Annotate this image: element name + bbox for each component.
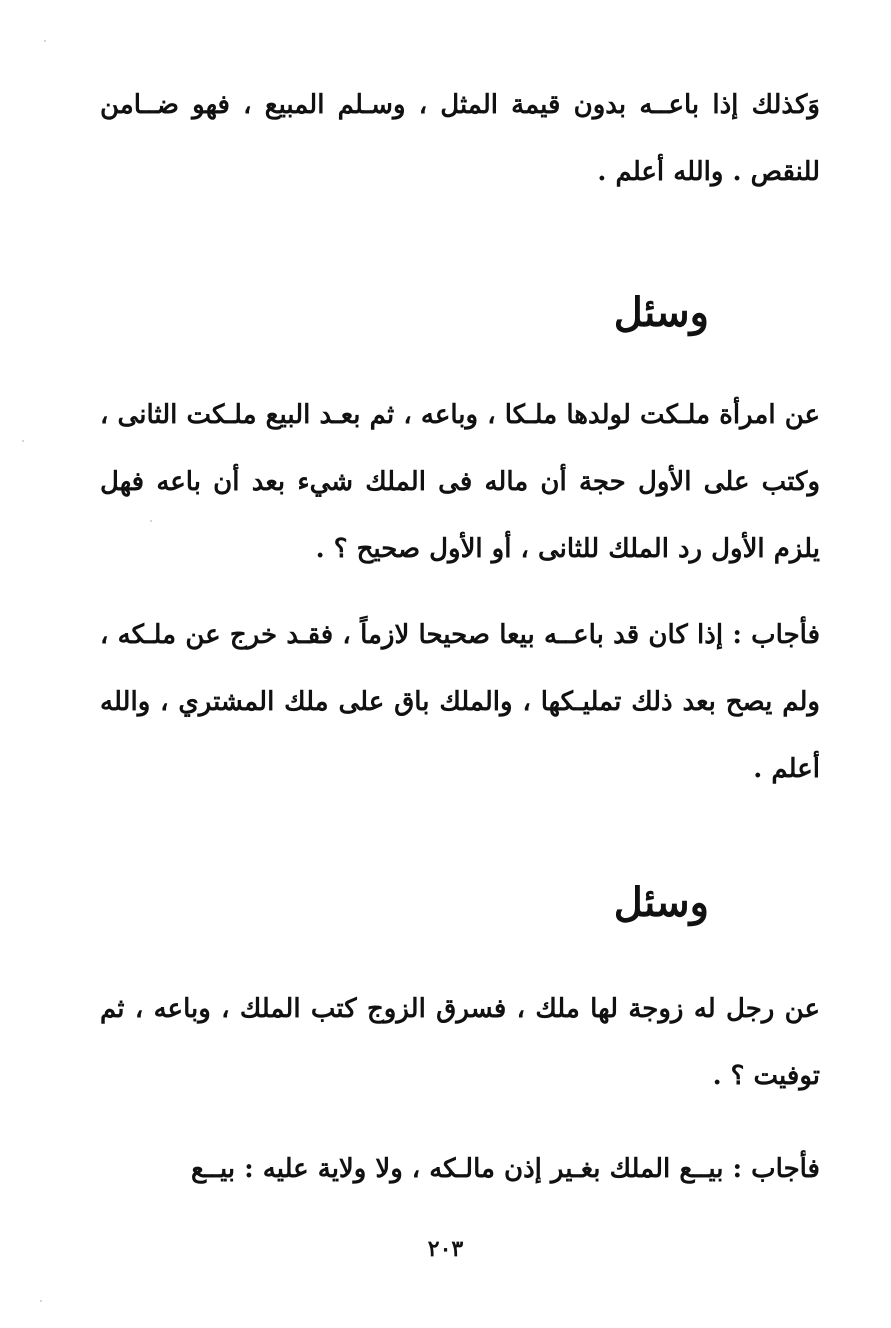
scan-speck (150, 520, 152, 522)
section-heading: وسئل (613, 289, 709, 336)
paragraph-continuation: وَكذلك إذا باعــه بدون قيمة المثل ، وسـلم المبيع ، فهو ضــامن للنقص . والله أعلم . (100, 90, 820, 187)
scan-speck (44, 40, 46, 42)
scan-speck (40, 1300, 42, 1302)
question-paragraph: عن امرأة ملـكت لولدها ملـكا ، وباعه ، ثم بعـد البيع ملـكت الثانى ، وكتب على الأول حجة أن ماله فى الملك شيء بعد أن باعه فهل يلزم الأول رد الملك للثانى ، أو الأول صحيح ؟ . (100, 400, 820, 564)
question-paragraph: عن رجل له زوجة لها ملك ، فسرق الزوج كتب الملك ، وباعه ، ثم توفيت ؟ . (100, 994, 820, 1091)
answer-paragraph: فأجاب : إذا كان قد باعــه بيعا صحيحا لازماً ، فقـد خرج عن ملـكه ، ولم يصح بعد ذلك تمليـكها ، والملك باق على ملك المشتري ، والله أعلم . (100, 620, 820, 784)
answer-paragraph: فأجاب : بيــع الملك بغـير إذن مالـكه ، ولا ولاية عليه : بيــع (190, 1154, 820, 1184)
scan-speck (22, 440, 24, 442)
section-heading: وسئل (613, 879, 709, 926)
page-number: ٢٠٣ (427, 1236, 464, 1262)
